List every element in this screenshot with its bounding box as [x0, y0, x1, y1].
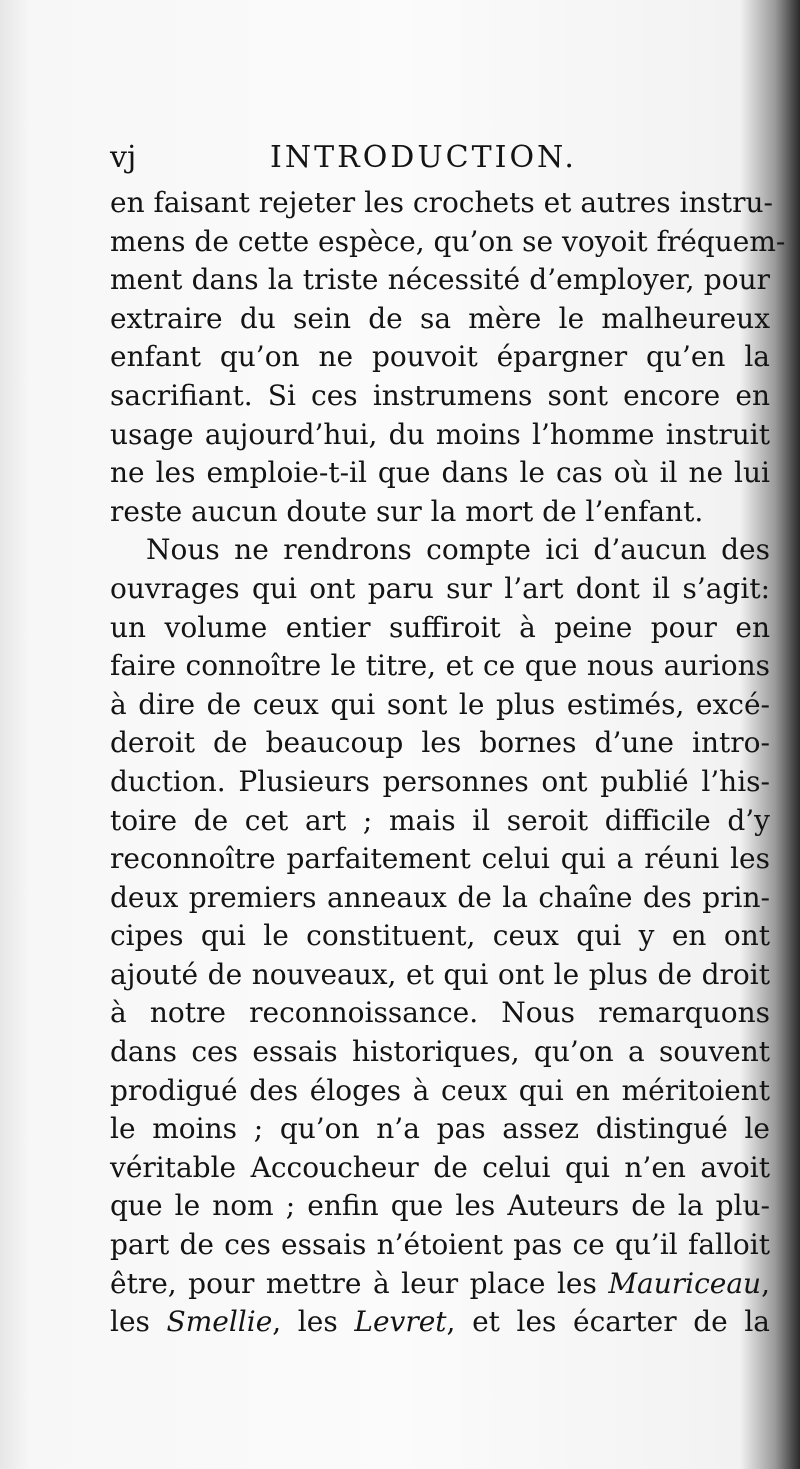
text-line: à dire de ceux qui sont le plus estimés, excé-: [110, 687, 770, 721]
body-text: [110, 184, 786, 1342]
author-name-mauriceau: Mauriceau: [608, 1266, 762, 1300]
text-line: ajouté de nouveaux, et qui ont le plus de droit: [110, 957, 770, 991]
text-line: ouvrages qui ont paru sur l’art dont il s’agit:: [110, 571, 770, 605]
paragraph-start-line: Nous ne rendrons compte ici d’aucun des: [146, 533, 770, 567]
text-line: prodigué des éloges à ceux qui en méritoient: [110, 1073, 770, 1107]
text-line: reconnoître parfaitement celui qui a réuni les: [110, 842, 770, 876]
page-number: vj: [110, 140, 137, 175]
text-segment: ,: [761, 1266, 770, 1300]
text-line: part de ces essais n’étoient pas ce qu’il falloit: [110, 1228, 770, 1262]
text-line: usage aujourd’hui, du moins l’homme instruit: [110, 417, 770, 451]
running-title: INTRODUCTION.: [270, 140, 577, 175]
paragraph-end-line: reste aucun doute sur la mort de l’enfant.: [110, 494, 704, 528]
text-line: dans ces essais historiques, qu’on a souvent: [110, 1035, 770, 1069]
text-line: [110, 1265, 770, 1304]
text-line: cipes qui le constituent, ceux qui y en ont: [110, 919, 770, 953]
text-line: un volume entier suffiroit à peine pour en: [110, 610, 770, 644]
text-line: duction. Plusieurs personnes ont publié l’his-: [110, 764, 770, 798]
author-name-levret: Levret: [354, 1305, 447, 1339]
page-header: [110, 136, 770, 180]
text-line: [110, 1303, 770, 1342]
text-line: en faisant rejeter les crochets et autres instru-: [110, 186, 774, 219]
text-line: à notre reconnoissance. Nous remarquons: [110, 996, 770, 1030]
text-line: faire connoître le titre, et ce que nous aurions: [110, 649, 770, 683]
text-line: ne les emploie-t-il que dans le cas où il ne lui: [110, 456, 770, 490]
text-line: véritable Accoucheur de celui qui n’en avoit: [110, 1150, 770, 1184]
text-line: le moins ; qu’on n’a pas assez distingué le: [110, 1112, 770, 1146]
text-line: deux premiers anneaux de la chaîne des prin-: [110, 880, 770, 914]
text-line: mens de cette espèce, qu’on se voyoit fréquem-: [110, 224, 786, 258]
text-segment: , les: [272, 1305, 355, 1339]
author-name-smellie: Smellie: [166, 1305, 273, 1339]
text-segment: les: [110, 1305, 167, 1339]
text-line: sacrifiant. Si ces instrumens sont encore en: [110, 378, 770, 412]
text-line: enfant qu’on ne pouvoit épargner qu’en la: [110, 340, 770, 374]
text-segment: , et les écarter de la: [446, 1305, 770, 1339]
text-line: ment dans la triste nécessité d’employer, pour: [110, 263, 770, 297]
text-line: extraire du sein de sa mère le malheureux: [110, 301, 770, 335]
text-line: deroit de beaucoup les bornes d’une intro-: [110, 726, 770, 760]
text-line: toire de cet art ; mais il seroit difficile d’y: [110, 803, 770, 837]
text-line: que le nom ; enfin que les Auteurs de la plu-: [110, 1189, 770, 1223]
text-segment: être, pour mettre à leur place les: [110, 1266, 609, 1300]
